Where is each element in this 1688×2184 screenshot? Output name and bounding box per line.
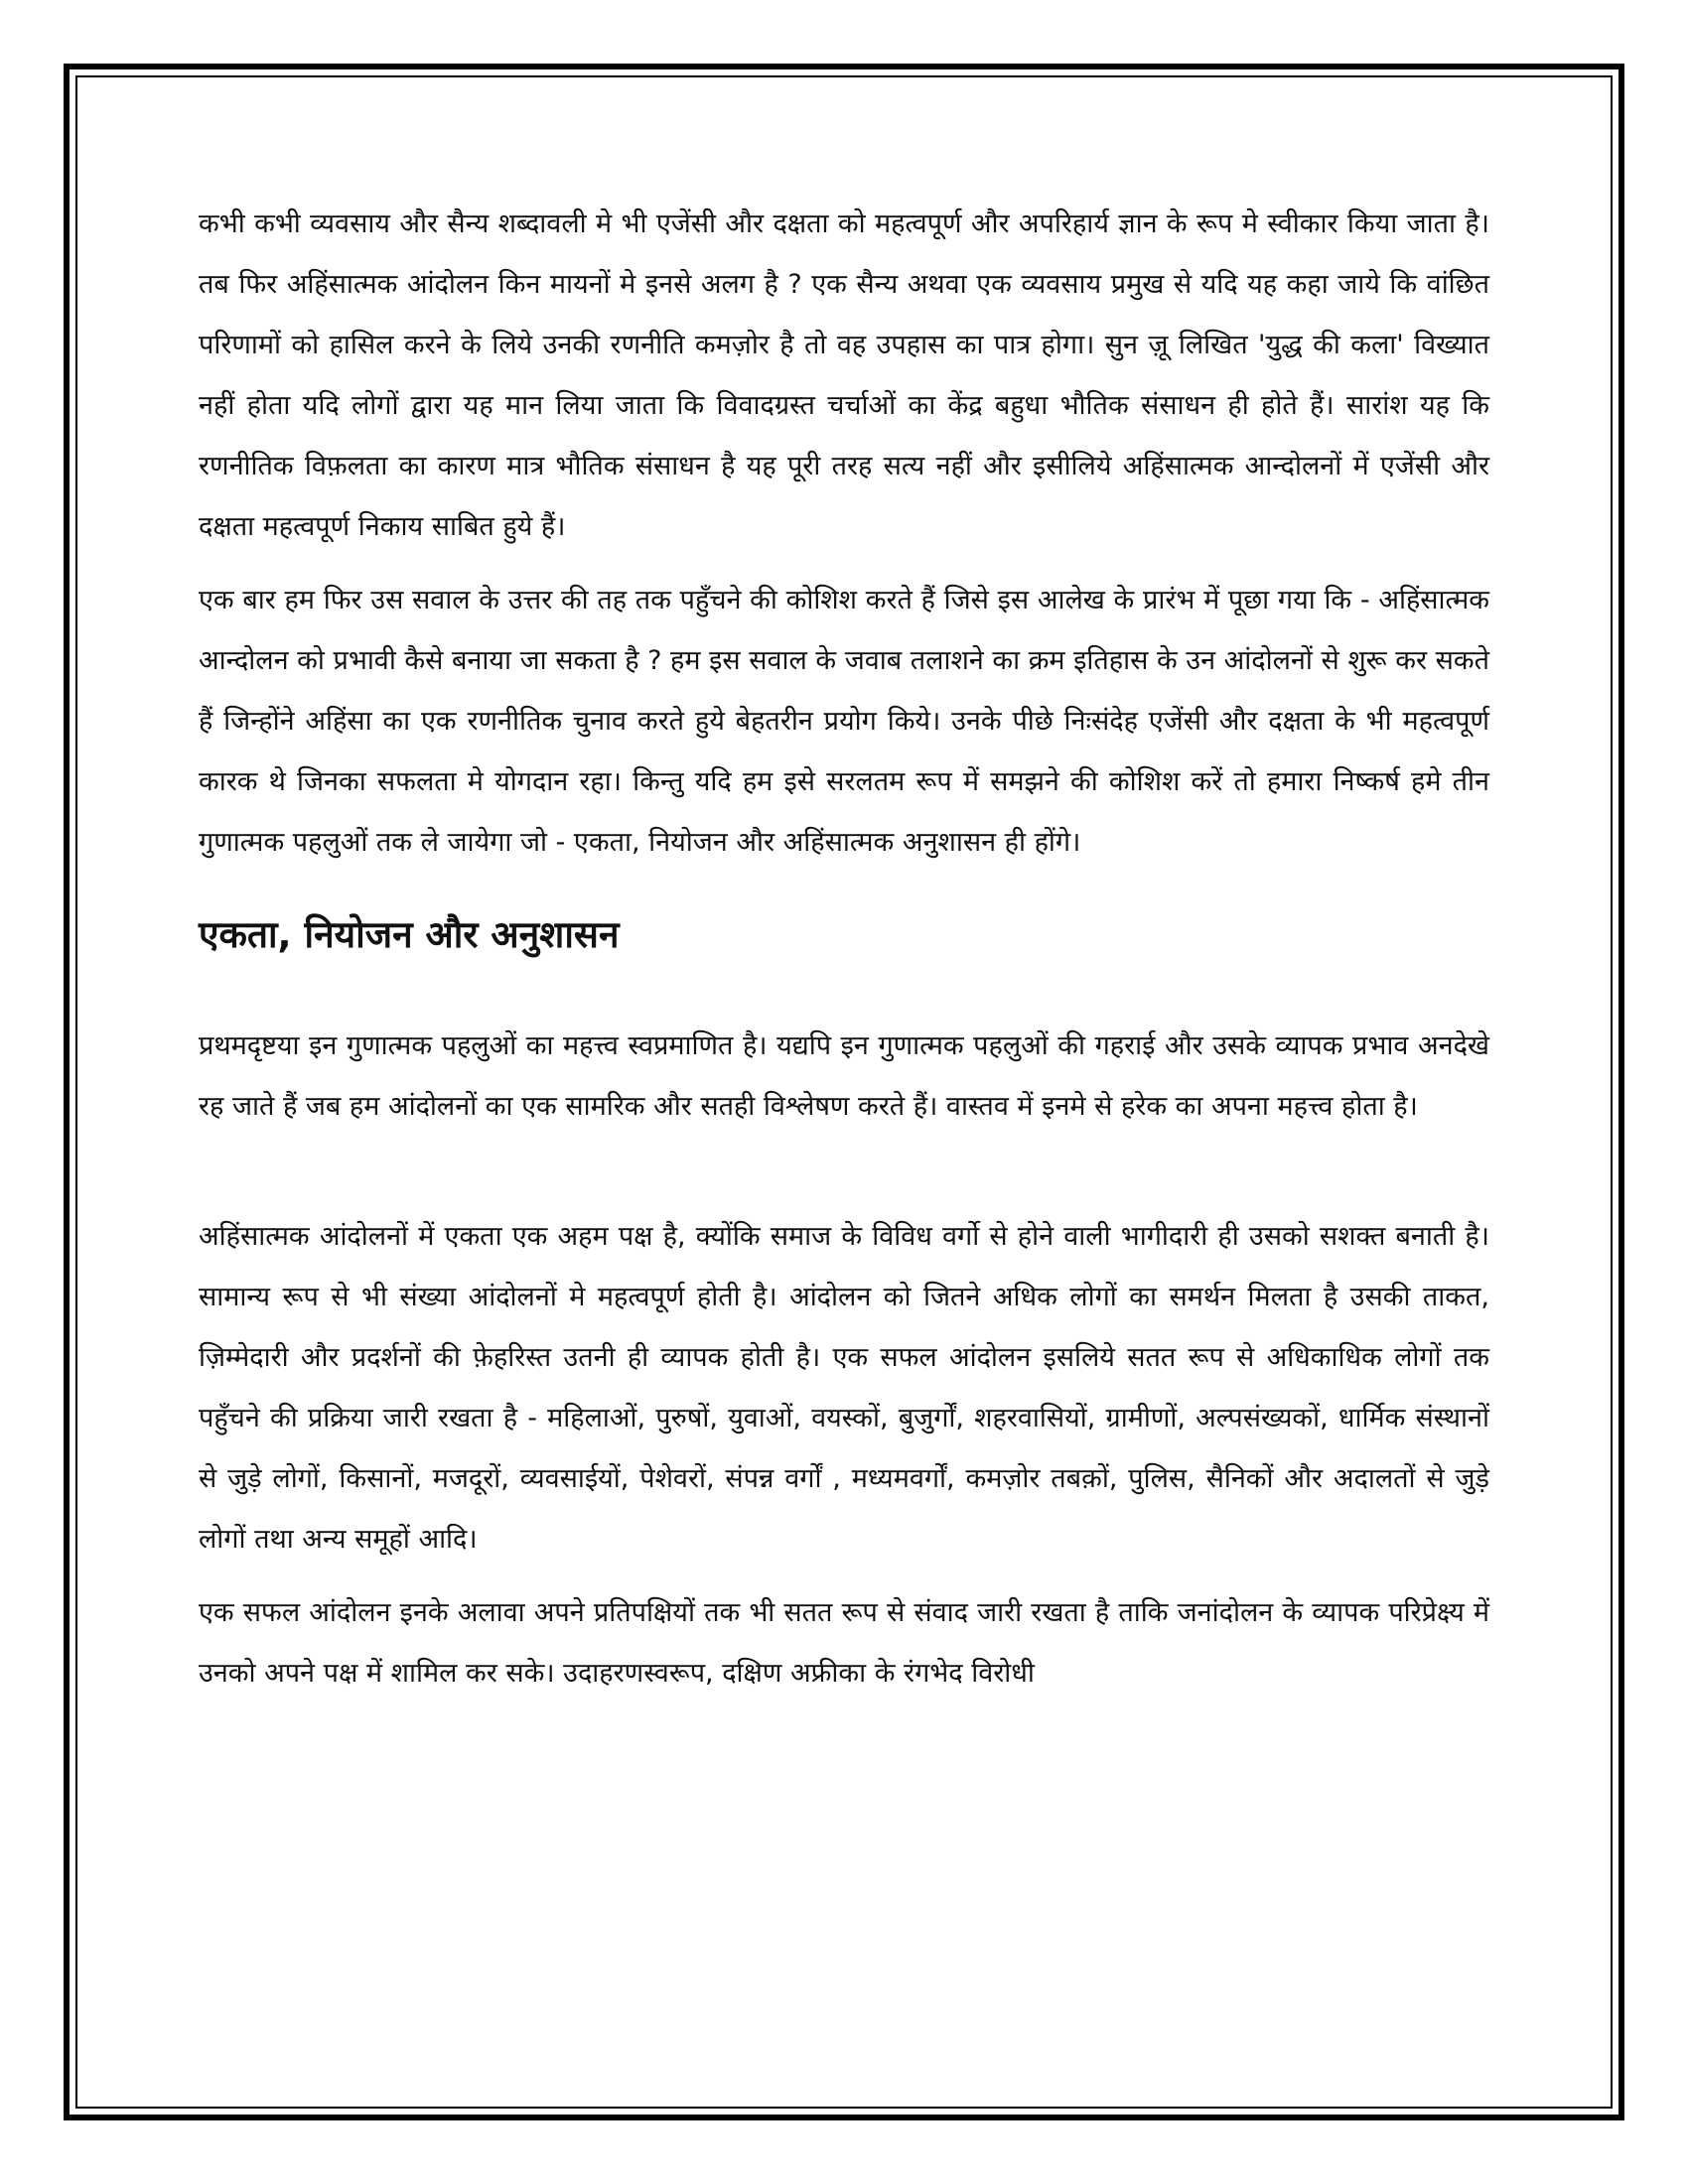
document-body — [199, 194, 1489, 1704]
paragraph-unity: अहिंसात्मक आंदोलनों में एकता एक अहम पक्ष है, क्योंकि समाज के विविध वर्गो से होने वाली भागीदारी ही उसको सशक्त बनाती है। सामान्य रूप से भी संख्या आंदोलनों मे महत्वपूर्ण होती है। आंदोलन को जितने अधिक लोगों का समर्थन मिलता है उसकी ताकत, ज़िम्मेदारी और प्रदर्शनों की फ़ेहरिस्त उतनी ही व्यापक होती है। एक सफल आंदोलन इसलिये सतत रूप से अधिकाधिक लोगों तक पहुँचने की प्रक्रिया जारी रखता है - महिलाओं, पुरुषों, युवाओं, वयस्कों, बुजुर्गों, शहरवासियों, ग्रामीणों, अल्पसंख्यकों, धार्मिक संस्थानों से जुड़े लोगों, किसानों, मजदूरों, व्यवसाईयों, पेशेवरों, संपन्न वर्गों , मध्यमवर्गों, कमज़ोर तबक़ों, पुलिस, सैनिकों और अदालतों से जुड़े लोगों तथा अन्य समूहों आदि। — [199, 1221, 1489, 1555]
paragraph-qualitative-aspects: प्रथमदृष्टया इन गुणात्मक पहलुओं का महत्त्व स्वप्रमाणित है। यद्यपि इन गुणात्मक पहलुओं की गहराई और उसके व्यापक प्रभाव अनदेखे रह जाते हैं जब हम आंदोलनों का एक सामरिक और सतही विश्लेषण करते हैं। वास्तव में इनमे से हरेक का अपना महत्त्व होता है। — [199, 1030, 1489, 1122]
section-heading: एकता, नियोजन और अनुशासन — [199, 913, 620, 956]
paragraph-dialogue-with-opponents: एक सफल आंदोलन इनके अलावा अपने प्रतिपक्षियों तक भी सतत रूप से संवाद जारी रखता है ताकि जनांदोलन के व्यापक परिप्रेक्ष्य में उनको अपने पक्ष में शामिल कर सके। उदाहरणस्वरूप, दक्षिण अफ्रीका के रंगभेद विरोधी — [199, 1597, 1489, 1689]
paragraph-effective-movement: एक बार हम फिर उस सवाल के उत्तर की तह तक पहुँचने की कोशिश करते हैं जिसे इस आलेख के प्रारंभ में पूछा गया कि - अहिंसात्मक आन्दोलन को प्रभावी कैसे बनाया जा सकता है ? हम इस सवाल के जवाब तलाशने का क्रम इतिहास के उन आंदोलनों से शुरू कर सकते हैं जिन्होंने अहिंसा का एक रणनीतिक चुनाव करते हुये बेहतरीन प्रयोग किये। उनके पीछे निःसंदेह एजेंसी और दक्षता के भी महत्वपूर्ण कारक थे जिनका सफलता मे योगदान रहा। किन्तु यदि हम इसे सरलतम रूप में समझने की कोशिश करें तो हमारा निष्कर्ष हमे तीन गुणात्मक पहलुओं तक ले जायेगा जो - एकता, नियोजन और अहिंसात्मक अनुशासन ही होंगे। — [199, 585, 1489, 858]
paragraph-agency-and-skill: कभी कभी व्यवसाय और सैन्य शब्दावली मे भी एजेंसी और दक्षता को महत्वपूर्ण और अपरिहार्य ज्ञान के रूप मे स्वीकार किया जाता है। तब फिर अहिंसात्मक आंदोलन किन मायनों मे इनसे अलग है ? एक सैन्य अथवा एक व्यवसाय प्रमुख से यदि यह कहा जाये कि वांछित परिणामों को हासिल करने के लिये उनकी रणनीति कमज़ोर है तो वह उपहास का पात्र होगा। सुन ज़ू लिखित 'युद्ध की कला' विख्यात नहीं होता यदि लोगों द्वारा यह मान लिया जाता कि विवादग्रस्त चर्चाओं का केंद्र बहुधा भौतिक संसाधन ही होते हैं। सारांश यह कि रणनीतिक विफ़लता का कारण मात्र भौतिक संसाधन है यह पूरी तरह सत्य नहीं और इसीलिये अहिंसात्मक आन्दोलनों में एजेंसी और दक्षता महत्वपूर्ण निकाय साबित हुये हैं। — [199, 208, 1489, 542]
